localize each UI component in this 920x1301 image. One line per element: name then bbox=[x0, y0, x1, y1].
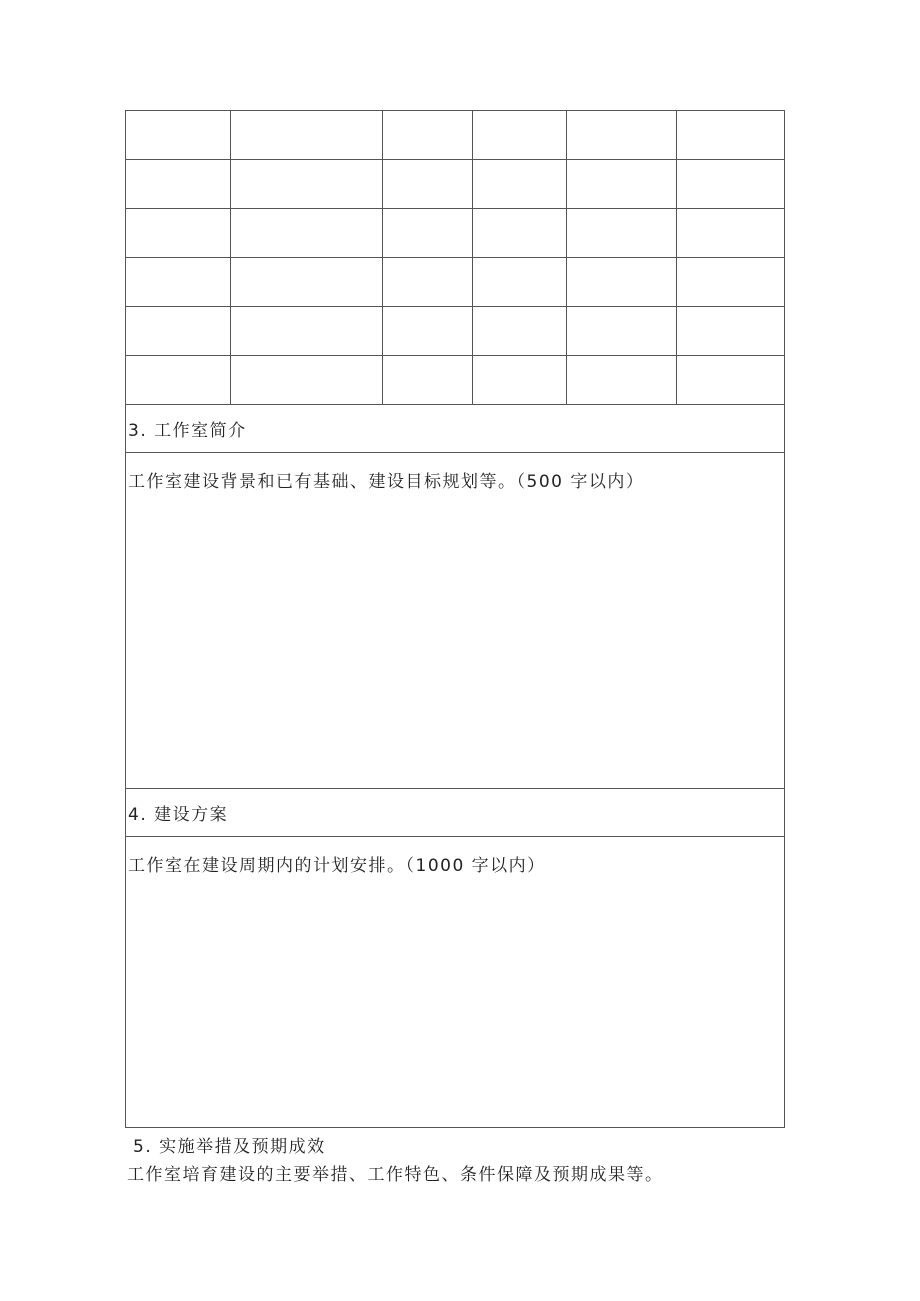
table-cell[interactable] bbox=[126, 111, 230, 160]
section-3-instructions: 工作室建设背景和已有基础、建设目标规划等。（500 字以内） bbox=[128, 472, 645, 492]
table-row bbox=[126, 356, 784, 405]
form-frame bbox=[125, 110, 785, 1128]
table-cell[interactable] bbox=[472, 160, 566, 209]
table-cell[interactable] bbox=[126, 160, 230, 209]
table-cell[interactable] bbox=[230, 111, 382, 160]
table-cell[interactable] bbox=[676, 258, 784, 307]
table-cell[interactable] bbox=[382, 209, 472, 258]
table-cell[interactable] bbox=[566, 111, 676, 160]
table-cell[interactable] bbox=[676, 356, 784, 405]
table-cell[interactable] bbox=[126, 356, 230, 405]
table-cell[interactable] bbox=[230, 160, 382, 209]
section-5-title: 5. 实施举措及预期成效 bbox=[133, 1137, 326, 1157]
table-row bbox=[126, 209, 784, 258]
table-cell[interactable] bbox=[472, 111, 566, 160]
table-cell[interactable] bbox=[566, 307, 676, 356]
table-cell[interactable] bbox=[382, 356, 472, 405]
table-row bbox=[126, 111, 784, 160]
table-cell[interactable] bbox=[126, 209, 230, 258]
table-row bbox=[126, 307, 784, 356]
table-cell[interactable] bbox=[382, 160, 472, 209]
table-cell[interactable] bbox=[126, 307, 230, 356]
table-cell[interactable] bbox=[472, 209, 566, 258]
table-cell[interactable] bbox=[676, 111, 784, 160]
table-cell[interactable] bbox=[382, 258, 472, 307]
table-cell[interactable] bbox=[382, 111, 472, 160]
section-4-title-text: 4. 建设方案 bbox=[128, 805, 229, 825]
section-4-input-area[interactable] bbox=[126, 837, 784, 1129]
table-cell[interactable] bbox=[566, 356, 676, 405]
section-3-title bbox=[126, 405, 784, 453]
table-cell[interactable] bbox=[566, 209, 676, 258]
table-row bbox=[126, 258, 784, 307]
empty-data-table bbox=[126, 111, 784, 405]
table-cell[interactable] bbox=[126, 258, 230, 307]
table-row bbox=[126, 160, 784, 209]
table-cell[interactable] bbox=[230, 356, 382, 405]
section-5-instructions: 工作室培育建设的主要举措、工作特色、条件保障及预期成果等。 bbox=[127, 1165, 664, 1185]
table-cell[interactable] bbox=[230, 258, 382, 307]
table-cell[interactable] bbox=[472, 258, 566, 307]
section-3-title-text: 3. 工作室简介 bbox=[128, 421, 247, 441]
table-cell[interactable] bbox=[676, 307, 784, 356]
table-cell[interactable] bbox=[382, 307, 472, 356]
table-cell[interactable] bbox=[676, 209, 784, 258]
table-cell[interactable] bbox=[472, 356, 566, 405]
table-cell[interactable] bbox=[676, 160, 784, 209]
section-3-input-area[interactable] bbox=[126, 453, 784, 789]
table-cell[interactable] bbox=[230, 209, 382, 258]
table-cell[interactable] bbox=[472, 307, 566, 356]
section-4-instructions: 工作室在建设周期内的计划安排。（1000 字以内） bbox=[128, 856, 546, 876]
section-4-title bbox=[126, 789, 784, 837]
table-cell[interactable] bbox=[566, 258, 676, 307]
table-cell[interactable] bbox=[566, 160, 676, 209]
table-cell[interactable] bbox=[230, 307, 382, 356]
